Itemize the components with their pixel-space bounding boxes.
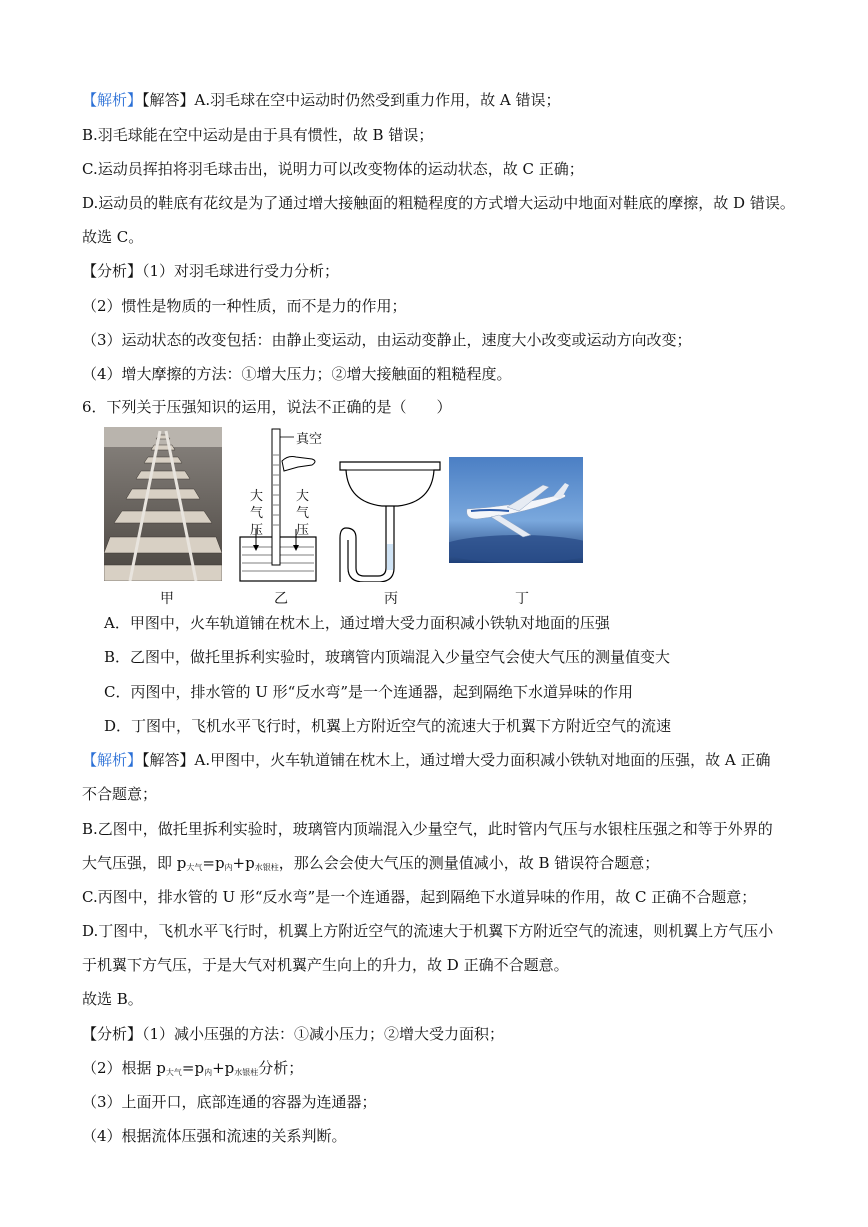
choice-c: C．丙图中，排水管的 U 形“反水弯”是一个连通器，起到隔绝下水道异味的作用 <box>104 683 633 701</box>
q6-jiexi-tag: 【解析】 <box>82 751 143 769</box>
q6-fenxi-tag: 【分析】 <box>82 1025 143 1043</box>
analysis-line-3: （3）运动状态的改变包括：由静止变运动，由运动变静止，速度大小改变或运动方向改变； <box>82 331 692 349</box>
analysis-line-1 <box>82 261 339 281</box>
q6-analysis-4: （4）根据流体压强和流速的关系判断。 <box>82 1127 347 1145</box>
formula-text: （2）根据 p <box>82 1059 166 1077</box>
formula-sub: 内 <box>204 1068 213 1077</box>
q6-answer-a1: A.甲图中，火车轨道铺在枕木上，通过增大受力面积减小铁轨对地面的压强，故 A 正确 <box>194 751 771 769</box>
formula-text: +p <box>212 1059 235 1077</box>
q6-answer-b1: B.乙图中，做托里拆利实验时，玻璃管内顶端混入少量空气，此时管内气压与水银柱压强之和等于外界的 <box>82 820 773 838</box>
q6-answer-d2: 于机翼下方气压，于是大气对机翼产生向上的升力，故 D 正确不合题意。 <box>82 956 569 974</box>
q6-answer-c: C.丙图中，排水管的 U 形“反水弯”是一个连通器，起到隔绝下水道异味的作用，故 C 正确不合题意； <box>82 888 757 906</box>
atm-right-label: 大气压 <box>296 489 310 538</box>
q6-analysis-text: （1）减小压强的方法：①减小压力；②增大受力面积； <box>142 1025 505 1043</box>
jiexi-tag: 【解析】 <box>82 91 143 109</box>
formula-text: +p <box>232 854 255 872</box>
q6-answer-d1: D.丁图中，飞机水平飞行时，机翼上方附近空气的流速大于机翼下方附近空气的流速，则机翼上方气压小 <box>82 922 774 940</box>
figure-jia-railway <box>104 427 222 581</box>
q6-answer-a2: 不合题意； <box>82 785 158 803</box>
jieda-tag: 【解答】 <box>142 91 195 109</box>
formula-text: ，那么会会使大气压的测量值减小，故 B 错误符合题意； <box>278 854 660 872</box>
answer-choice: 故选 C。 <box>82 228 144 246</box>
figure-bing-drain <box>336 458 444 582</box>
q6-jiexi-line-1 <box>82 750 771 770</box>
q6-analysis-3: （3）上面开口，底部连通的容器为连通器； <box>82 1093 377 1111</box>
choice-d: D．丁图中，飞机水平飞行时，机翼上方附近空气的流速大于机翼下方附近空气的流速 <box>104 717 672 735</box>
caption-yi: 乙 <box>274 591 288 607</box>
atm-left-label: 大气压 <box>250 489 264 538</box>
airplane-image <box>449 457 583 563</box>
figure-ding-airplane <box>449 457 583 563</box>
caption-jia: 甲 <box>160 591 174 607</box>
answer-line-c: C.运动员挥拍将羽毛球击出，说明力可以改变物体的运动状态，故 C 正确； <box>82 160 584 178</box>
q6-analysis-1 <box>82 1024 504 1044</box>
analysis-text: （1）对羽毛球进行受力分析； <box>142 262 340 280</box>
formula-sub: 大气 <box>186 863 203 872</box>
drain-trap-diagram <box>336 458 444 582</box>
caption-ding: 丁 <box>515 591 529 607</box>
railway-image <box>104 427 222 581</box>
choice-b: B．乙图中，做托里拆利实验时，玻璃管内顶端混入少量空气会使大气压的测量值变大 <box>104 648 671 666</box>
answer-text: A.羽毛球在空中运动时仍然受到重力作用，故 A 错误； <box>194 91 561 109</box>
formula-text: =p <box>181 1059 205 1077</box>
q6-analysis-2 <box>82 1058 303 1083</box>
analysis-line-2: （2）惯性是物质的一种性质，而不是力的作用； <box>82 297 407 315</box>
answer-line-d: D.运动员的鞋底有花纹是为了通过增大接触面的粗糙程度的方式增大运动中地面对鞋底的摩擦，故 D 错误。 <box>82 194 795 212</box>
jiexi-line-1 <box>82 90 561 110</box>
vacuum-label: 真空 <box>296 432 323 447</box>
answer-line-b: B.羽毛球能在空中运动是由于具有惯性，故 B 错误； <box>82 126 434 144</box>
fenxi-tag: 【分析】 <box>82 262 143 280</box>
question-6-stem: 6．下列关于压强知识的运用，说法不正确的是（ ） <box>82 398 452 416</box>
formula-sub: 大气 <box>165 1068 182 1077</box>
q6-jieda-tag: 【解答】 <box>142 751 195 769</box>
formula-text: 大气压强，即 p <box>82 854 187 872</box>
analysis-line-4: （4）增大摩擦的方法：①增大压力；②增大接触面的粗糙程度。 <box>82 365 512 383</box>
formula-sub: 水银柱 <box>254 863 279 872</box>
q6-answer-b2 <box>82 853 659 878</box>
formula-sub: 内 <box>224 863 233 872</box>
choice-a: A．甲图中，火车轨道铺在枕木上，通过增大受力面积减小铁轨对地面的压强 <box>104 614 610 632</box>
formula-sub: 水银柱 <box>234 1068 259 1077</box>
formula-text: 分析； <box>258 1059 304 1077</box>
formula-text: =p <box>202 854 225 872</box>
q6-answer-choice: 故选 B。 <box>82 990 143 1008</box>
caption-bing: 丙 <box>384 591 398 607</box>
